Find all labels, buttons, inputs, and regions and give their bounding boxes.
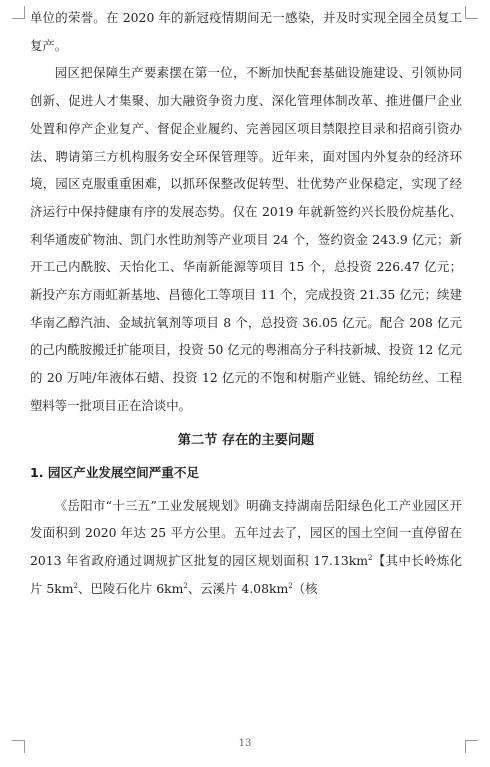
paragraph-space-text: 、云溪片 4.08km xyxy=(187,580,289,596)
paragraph-continued: 单位的荣誉。在 2020 年的新冠疫情期间无一感染，并及时实现全园全员复工复产。 xyxy=(30,10,462,53)
document-body xyxy=(30,4,462,602)
crop-mark-top-left xyxy=(12,6,25,19)
paragraph-production: 园区把保障生产要素摆在第一位，不断加快配套基础设施建设、引领协同创新、促进人才集聚、加大融资争资力度、深化管理体制改革、推进僵尸企业处置和停产企业复产、督促企业履约、完善园区项目禁限控目录和招商引资办法、聘请第三方机构服务安全环保管理等。近年来，面对国内外复杂的经济环境，园区克服重重困难，以抓环保整改促转型、壮优势产业保稳定，实现了经济运行中保持健康有序的发展态势。仅在 2019 年就新签约兴长股份烷基化、利华通废矿物油、凯门水性助剂等产业项目 24 个，签约资金 243.9 亿元；新开工己内酰胺、天怡化工、华南新能源等项目 15 个，总投资 226.47 亿元；新投产东方雨虹新基地、昌德化工等项目 11 个，完成投资 21.35 亿元；续建华南乙醇汽油、金域抗氧剂等项目 8 个，总投资 36.05 亿元。配合 208 亿元的己内酰胺搬迁扩能项目，投资 50 亿元的粤湘高分子科技新城、投资 12 亿元的 20 万吨/年液体石蜡、投资 12 亿元的不饱和树脂产业链、锦纶纺丝、工程塑料等一批项目正在洽谈中。 xyxy=(30,65,462,413)
superscript: 2 xyxy=(368,553,373,562)
superscript: 2 xyxy=(73,581,78,590)
page-number: 13 xyxy=(238,738,252,749)
paragraph-space-text: 《岳阳市“十三五”工业发展规划》明确支持湖南岳阳绿色化工产业园区开发面积到 2020 年达 25 平方公里。五年过去了，园区的国土空间一直停留在 2013 年省政府通过调规扩区批复的园区规划面积 17.13km xyxy=(30,497,462,568)
subsection-title: 1. 园区产业发展空间严重不足 xyxy=(30,464,200,480)
paragraph-space-text: 、巴陵石化片 6km xyxy=(77,580,184,596)
superscript: 2 xyxy=(288,581,293,590)
paragraph-space xyxy=(30,492,462,603)
superscript: 2 xyxy=(183,581,188,590)
paragraph-space-text: 【其中长岭炼化片 5km xyxy=(30,552,463,596)
crop-mark-top-right xyxy=(465,6,478,19)
section-title: 第二节 存在的主要问题 xyxy=(177,432,315,448)
paragraph-space-text: （核 xyxy=(292,580,318,596)
